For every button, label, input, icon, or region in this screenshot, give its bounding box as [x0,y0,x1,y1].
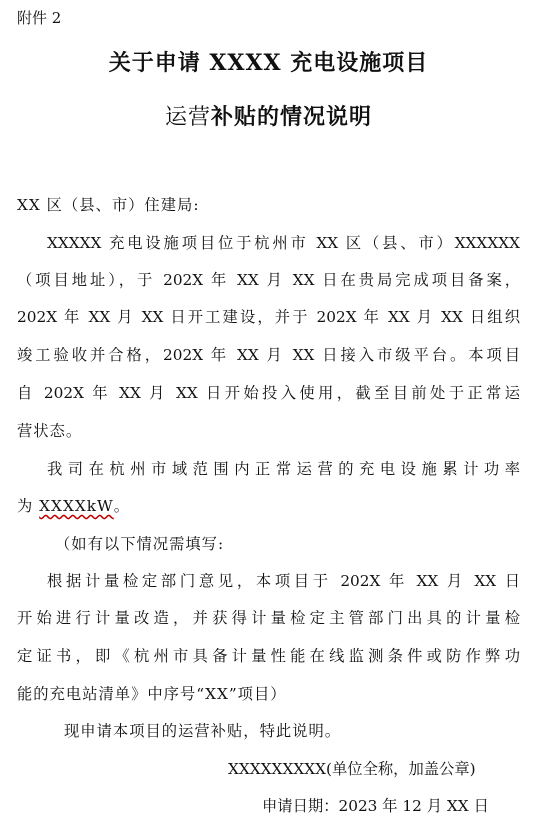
attachment-label: 附件 2 [17,9,62,27]
addressee: XX 区（县、市）住建局: [17,196,200,214]
paragraph1-line: XXXXX 充电设施项目位于杭州市 XX 区（县、市）XXXXXX [47,234,520,252]
power-value: XXXXkW [39,497,114,515]
paragraph1-line: 202X 年 XX 月 XX 日开工建设，并于 202X 年 XX 月 XX 日组织 [17,308,520,326]
paragraph1-line: 营状态。 [17,422,83,440]
paragraph2-line [17,494,130,516]
power-prefix: 为 [17,497,40,515]
closing-line: 现申请本项目的运营补贴，特此说明。 [64,722,342,740]
paragraph1-line: 竣工验收并合格，202X 年 XX 月 XX 日接入市级平台。本项目 [17,346,520,364]
document-subtitle [0,100,537,131]
paragraph3-line: 根据计量检定部门意见，本项目于 202X 年 XX 月 XX 日 [47,572,520,590]
subtitle-bold: 补贴的情况说明 [211,104,373,130]
paragraph3-line: 开始进行计量改造，并获得计量检定主管部门出具的计量检 [17,609,520,627]
signature-line: XXXXXXXXX(单位全称，加盖公章) [228,760,476,778]
power-suffix: 。 [113,497,131,515]
subtitle-prefix: 运营 [164,105,211,130]
paragraph3-line: 定证书，即《杭州市具备计量性能在线监测条件或防作弊功 [17,647,520,665]
paragraph1-line: 自 202X 年 XX 月 XX 日开始投入使用，截至目前处于正常运 [17,384,520,402]
paragraph3-line: 能的充电站清单》中序号“XX”项目） [17,685,287,703]
application-date: 申请日期：2023 年 12 月 XX 日 [262,797,489,815]
note-line: （如有以下情况需填写: [55,535,225,553]
paragraph1-line: （项目地址），于 202X 年 XX 月 XX 日在贵局完成项目备案， [17,271,520,289]
paragraph2-line: 我司在杭州市域范围内正常运营的充电设施累计功率 [47,460,520,478]
document-title: 关于申请 XXXX 充电设施项目 [108,50,429,76]
